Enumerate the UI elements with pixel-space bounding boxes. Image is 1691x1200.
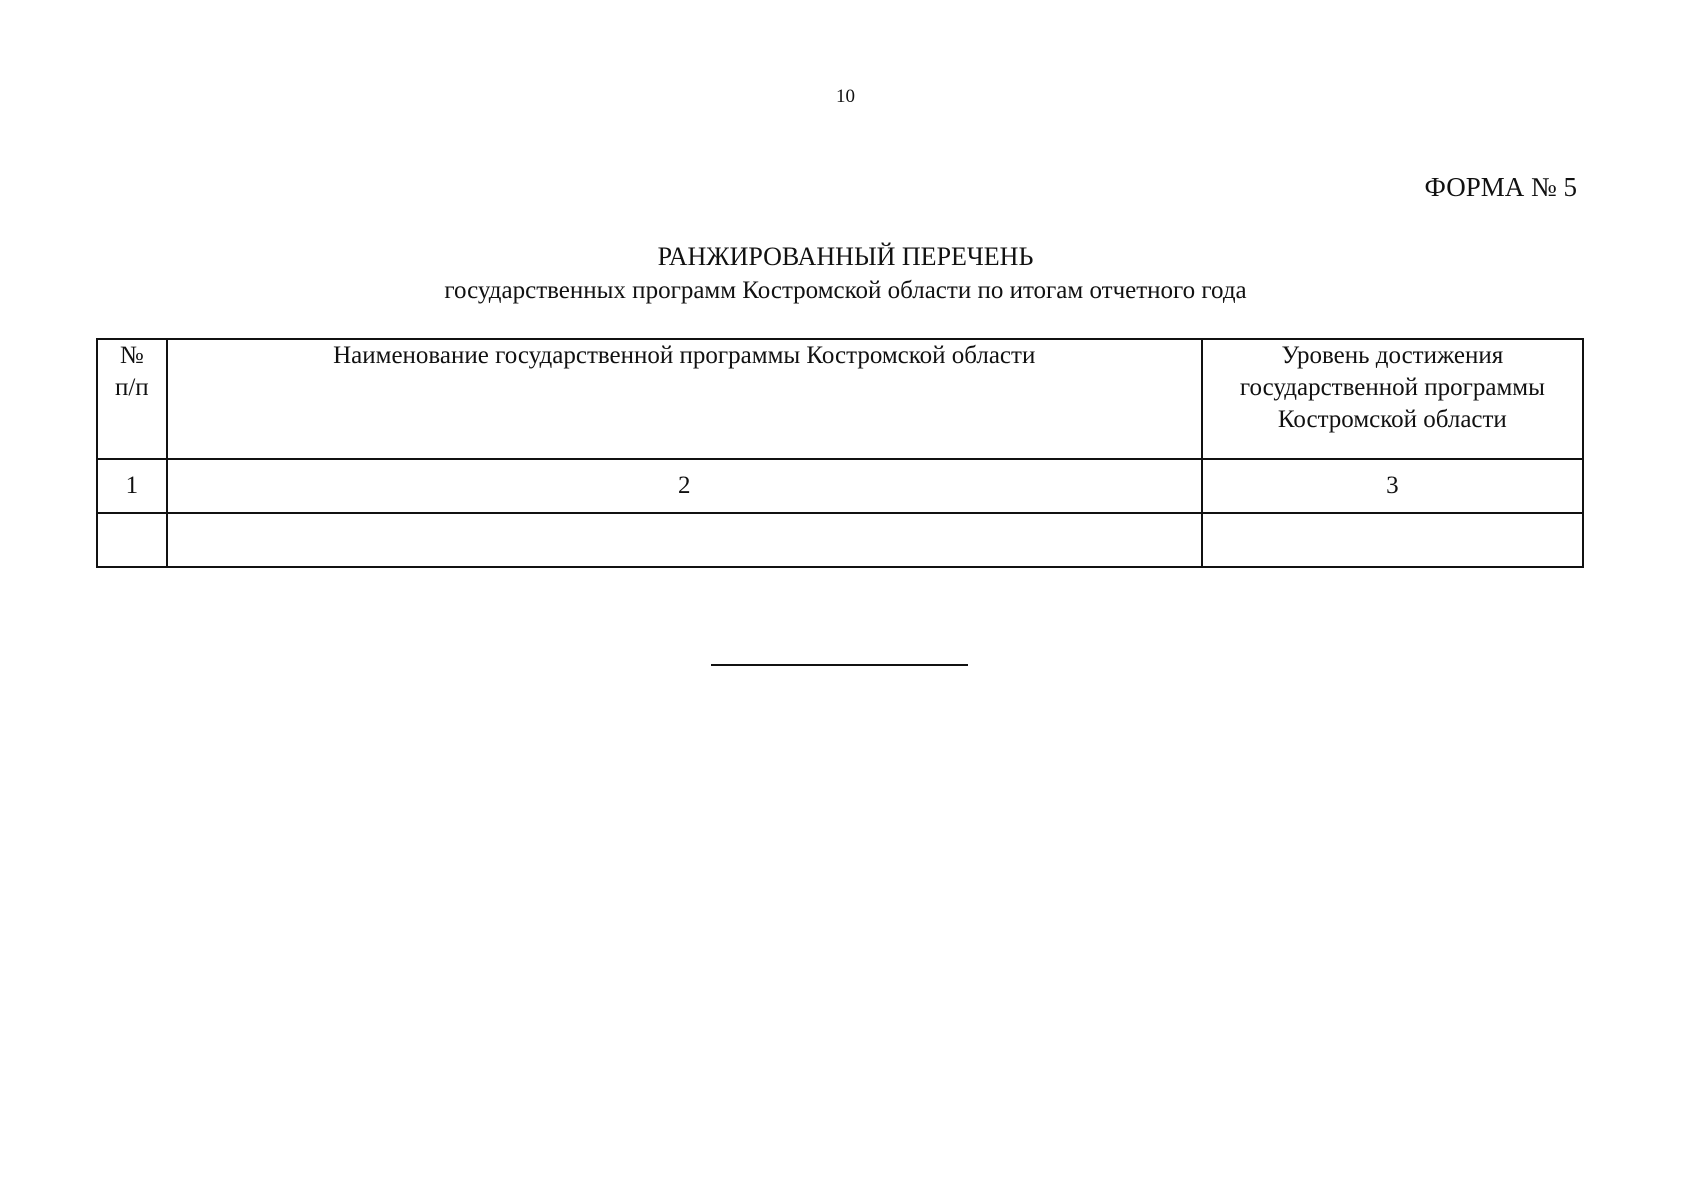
header-number-line2: п/п — [114, 374, 149, 401]
header-level-line3: Костромской области — [1277, 406, 1507, 433]
table-cell-number — [97, 513, 167, 567]
table-cell-program-name — [167, 513, 1202, 567]
form-label: ФОРМА № 5 — [1424, 172, 1577, 202]
table-header-row — [97, 339, 1583, 459]
end-divider-line — [711, 664, 968, 666]
header-achievement-level — [1202, 339, 1583, 459]
header-number — [97, 339, 167, 459]
column-index-row — [97, 459, 1583, 513]
header-level-line1: Уровень достижения — [1281, 342, 1504, 369]
ranked-list-table — [96, 338, 1584, 568]
column-index-cell: 1 — [97, 459, 167, 513]
header-program-name — [167, 339, 1202, 459]
header-level-line2: государственной программы — [1239, 374, 1545, 401]
document-subtitle: государственных программ Костромской области по итогам отчетного года — [444, 277, 1247, 304]
table-row — [97, 513, 1583, 567]
document-title: РАНЖИРОВАННЫЙ ПЕРЕЧЕНЬ — [657, 242, 1034, 271]
column-index-cell: 3 — [1202, 459, 1583, 513]
header-program-name-line1: Наименование государственной программы Костромской области — [333, 342, 1036, 369]
column-index-cell: 2 — [167, 459, 1202, 513]
table-cell-level — [1202, 513, 1583, 567]
header-number-line1: № — [119, 342, 144, 369]
page-number: 10 — [836, 86, 855, 107]
